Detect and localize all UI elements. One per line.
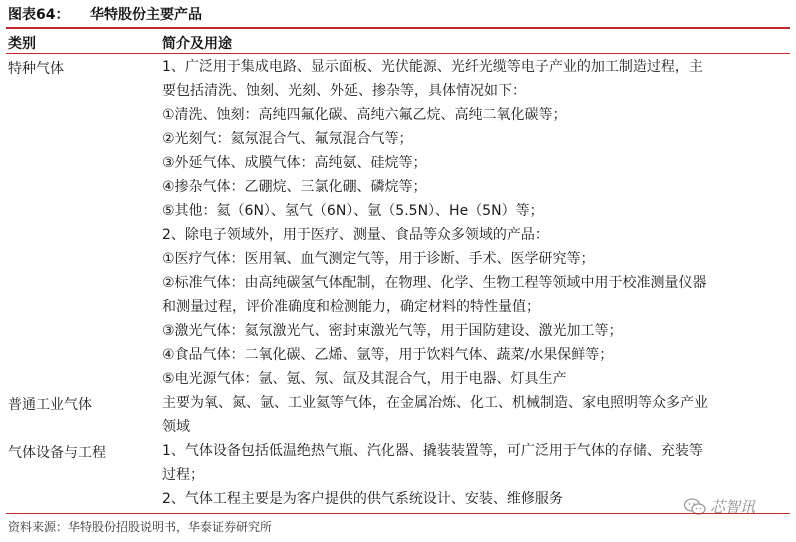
figure-title-text: 华特股份主要产品 — [90, 7, 202, 23]
header-rule — [6, 53, 790, 54]
figure-number: 图表64： — [8, 7, 70, 23]
row-line: 1、广泛用于集成电路、显示面板、光伏能源、光纤光缆等电子产业的加工制造过程，主 — [162, 59, 703, 75]
row-line: 过程； — [162, 467, 204, 483]
row-category: 特种气体 — [8, 61, 64, 77]
row-line: 1、气体设备包括低温绝热气瓶、汽化器、撬装装置等，可广泛用于气体的存储、充装等 — [162, 443, 703, 459]
row-line: ④掺杂气体：乙硼烷、三氯化硼、磷烷等； — [162, 179, 427, 195]
figure-title — [8, 4, 202, 24]
top-rule — [6, 27, 790, 29]
row-line: ⑤电光源气体：氩、氪、氖、氙及其混合气，用于电器、灯具生产 — [162, 371, 567, 387]
row-line: ③激光气体：氦氖激光气、密封束激光气等，用于国防建设、激光加工等； — [162, 323, 623, 339]
row-line: ④食品气体：二氧化碳、乙烯、氩等，用于饮料气体、蔬菜/水果保鲜等； — [162, 347, 614, 363]
row-line: ⑤其他：氦（6N）、氢气（6N）、氩（5.5N）、He（5N）等； — [162, 203, 544, 219]
row-line: 领域 — [162, 419, 190, 435]
row-line: 要包括清洗、蚀刻、光刻、外延、掺杂等，具体情况如下： — [162, 83, 526, 99]
row-line: 和测量过程，评价准确度和检测能力，确定材料的特性量值； — [162, 299, 540, 315]
row-line: ①清洗、蚀刻：高纯四氟化碳、高纯六氟乙烷、高纯二氧化碳等； — [162, 107, 567, 123]
bottom-rule — [6, 513, 790, 514]
row-line: 主要为氧、氮、氩、工业氦等气体，在金属冶炼、化工、机械制造、家电照明等众多产业 — [162, 395, 708, 411]
row-line: ②标准气体：由高纯碳氢气体配制，在物理、化学、生物工程等领域中用于校准测量仪器 — [162, 275, 707, 291]
row-line: ②光刻气：氦氖混合气、氟氖混合气等； — [162, 131, 413, 147]
row-line: 2、气体工程主要是为客户提供的供气系统设计、安装、维修服务 — [162, 491, 563, 507]
header-description: 简介及用途 — [162, 36, 232, 52]
header-category: 类别 — [8, 36, 36, 52]
row-line: ①医疗气体：医用氧、血气测定气等，用于诊断、手术、医学研究等； — [162, 251, 595, 267]
row-category: 气体设备与工程 — [8, 445, 106, 461]
row-line: 2、除电子领域外，用于医疗、测量、食品等众多领域的产品： — [162, 227, 549, 243]
row-category: 普通工业气体 — [8, 397, 92, 413]
row-line: ③外延气体、成膜气体：高纯氨、硅烷等； — [162, 155, 427, 171]
source-note: 资料来源：华特股份招股说明书，华泰证券研究所 — [8, 520, 273, 534]
watermark-text: 芯智讯 — [710, 498, 756, 516]
